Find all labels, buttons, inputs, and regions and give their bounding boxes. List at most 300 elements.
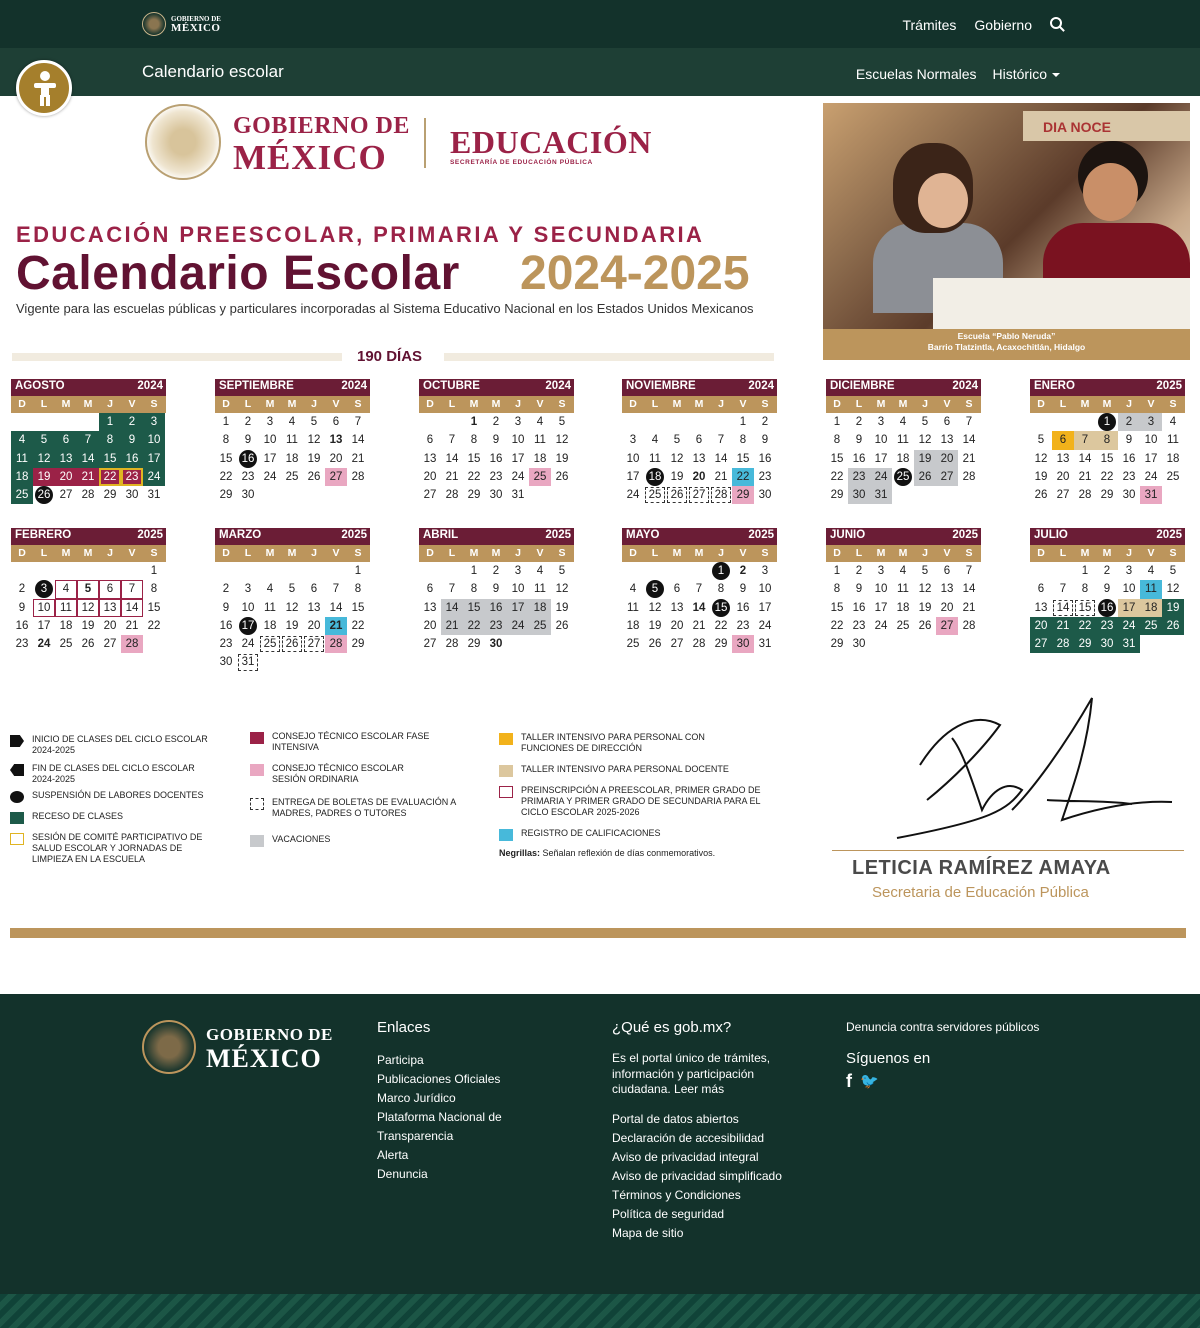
day-cell: 23	[15, 638, 29, 651]
weekday-label: D	[222, 547, 230, 559]
month-junio	[826, 528, 981, 653]
day-cell: 25	[529, 617, 551, 635]
day-cell: 25	[529, 468, 551, 486]
link-marco-juridico[interactable]: Marco Jurídico	[377, 1091, 456, 1105]
day-cell: 5	[644, 580, 666, 598]
month-year: 2025	[748, 529, 774, 541]
legend-registro: REGISTRO DE CALIFICACIONES	[499, 828, 739, 841]
day-cell: 12	[670, 452, 684, 465]
gob-mx-logo[interactable]	[142, 12, 221, 36]
day-cell: 16	[758, 452, 772, 465]
weekday-label: M	[1102, 547, 1112, 559]
day-cell: 29	[351, 638, 365, 651]
que-es-text[interactable]: Es el portal único de trámites, información y participación ciudadana. Leer más	[612, 1051, 771, 1096]
link-alerta[interactable]: Alerta	[377, 1148, 409, 1162]
day-cell: 20	[55, 468, 77, 486]
nav-gobierno[interactable]: Gobierno	[974, 17, 1032, 33]
day-cell: 25	[59, 638, 73, 651]
day-cell: 3	[1140, 413, 1162, 431]
day-cell: 21	[445, 470, 459, 483]
day-cell: 4	[11, 431, 33, 449]
month-header	[215, 379, 370, 396]
link-denuncia-servidores[interactable]: Denuncia contra servidores públicos	[846, 1020, 1040, 1034]
link-privacidad-simplificado[interactable]: Aviso de privacidad simplificado	[612, 1168, 782, 1183]
logo-divider	[424, 118, 426, 168]
day-cell: 9	[1103, 583, 1111, 596]
month-agosto	[11, 379, 166, 504]
day-cell: 28	[692, 638, 706, 651]
day-cell: 6	[426, 583, 434, 596]
day-cell: 15	[1100, 452, 1114, 465]
month-header	[826, 528, 981, 545]
educacion-logo	[450, 124, 652, 166]
day-cell: 18	[11, 468, 33, 486]
day-cell: 5	[558, 416, 566, 428]
day-cell: 7	[1074, 431, 1096, 449]
month-name: MARZO	[219, 529, 262, 541]
day-cell: 12	[1166, 583, 1180, 596]
day-cell: 2	[1103, 565, 1111, 577]
weekday-label: S	[150, 547, 158, 559]
month-mayo	[622, 528, 777, 653]
weekday-label: D	[1037, 398, 1045, 410]
day-cell: 4	[536, 565, 544, 577]
handwritten-signature	[832, 690, 1184, 850]
weekday-label: V	[1147, 398, 1155, 410]
day-cell: 24	[241, 638, 255, 651]
day-cell: 27	[59, 489, 73, 502]
day-cell: 16	[219, 619, 233, 632]
day-cell: 2	[222, 583, 230, 596]
day-cell: 13	[423, 452, 437, 465]
weekday-header	[622, 396, 777, 413]
day-cell: 27	[103, 638, 117, 651]
weekday-label: J	[718, 547, 724, 559]
day-cell: 19	[670, 470, 684, 483]
day-cell: 8	[1096, 431, 1118, 449]
link-privacidad-integral[interactable]: Aviso de privacidad integral	[612, 1149, 759, 1164]
month-year: 2025	[1156, 529, 1182, 541]
page-title[interactable]: Calendario escolar	[142, 62, 284, 81]
weekday-label: L	[1059, 398, 1067, 410]
weekday-label: J	[107, 398, 113, 410]
day-cell: 17	[37, 619, 51, 632]
day-cell: 30	[848, 486, 870, 504]
link-participa[interactable]: Participa	[377, 1053, 424, 1067]
weekday-label: L	[448, 547, 456, 559]
day-cell: 1	[1096, 413, 1118, 431]
day-cell: 19	[555, 601, 569, 614]
logo-line2: MÉXICO	[171, 22, 221, 34]
day-cell: 12	[648, 601, 662, 614]
day-cell: 16	[489, 452, 503, 465]
month-noviembre	[622, 379, 777, 504]
day-cell: 14	[714, 452, 728, 465]
month-header	[1030, 379, 1185, 396]
day-cell: 17	[507, 599, 529, 617]
twitter-icon[interactable]: 🐦	[860, 1073, 879, 1090]
day-cell: 22	[467, 470, 481, 483]
day-cell: 5	[921, 416, 929, 428]
accessibility-button[interactable]	[16, 60, 72, 116]
day-cell: 20	[692, 470, 706, 483]
day-cell: 28	[962, 470, 976, 483]
month-abril	[419, 528, 574, 653]
top-navbar	[0, 0, 1200, 48]
month-header	[11, 379, 166, 396]
day-cell: 1	[222, 416, 230, 428]
day-cell: 1	[470, 565, 478, 577]
day-cell: 27	[423, 489, 437, 502]
day-cell: 10	[758, 583, 772, 596]
day-cell: 18	[285, 452, 299, 465]
footer-logo-line2: MÉXICO	[206, 1044, 322, 1073]
link-terminos[interactable]: Términos y Condiciones	[612, 1187, 741, 1202]
month-header	[419, 379, 574, 396]
day-cell: 10	[1122, 583, 1136, 596]
day-cell: 15	[351, 601, 365, 614]
weekday-label: M	[672, 398, 682, 410]
weekday-label: M	[694, 398, 704, 410]
weekday-label: J	[718, 398, 724, 410]
day-cell: 10	[874, 583, 888, 596]
weekday-label: M	[61, 398, 71, 410]
day-cell: 29	[467, 489, 481, 502]
day-cell: 31	[758, 638, 772, 651]
accessibility-icon	[40, 71, 50, 81]
weekday-label: J	[107, 547, 113, 559]
day-cell: 18	[626, 619, 640, 632]
day-cell: 30	[758, 489, 772, 502]
day-cell: 26	[33, 486, 55, 504]
month-name: ABRIL	[423, 529, 459, 541]
day-cell: 10	[1144, 434, 1158, 447]
month-year: 2024	[341, 380, 367, 392]
weekday-label: D	[1037, 547, 1045, 559]
day-cell: 5	[77, 580, 99, 598]
day-cell: 22	[714, 619, 728, 632]
day-cell: 17	[1144, 452, 1158, 465]
link-publicaciones[interactable]: Publicaciones Oficiales	[377, 1072, 501, 1086]
day-cell: 27	[423, 638, 437, 651]
day-cell: 19	[1034, 470, 1048, 483]
weekday-label: S	[150, 398, 158, 410]
day-cell: 1	[354, 565, 362, 577]
day-cell: 29	[830, 489, 844, 502]
day-cell: 14	[962, 434, 976, 447]
day-cell: 26	[648, 638, 662, 651]
day-cell: 8	[99, 431, 121, 449]
weekday-label: S	[558, 398, 566, 410]
day-cell: 6	[943, 565, 951, 577]
day-cell: 6	[943, 416, 951, 428]
day-cell: 31	[1140, 486, 1162, 504]
day-cell: 28	[351, 470, 365, 483]
weekday-label: M	[265, 547, 275, 559]
day-cell: 30	[1122, 489, 1136, 502]
day-cell: 10	[511, 434, 525, 447]
weekday-label: V	[536, 547, 544, 559]
day-cell: 29	[830, 638, 844, 651]
day-cell: 2	[18, 583, 26, 596]
day-cell: 7	[695, 583, 703, 596]
legend-negrillas: Negrillas: Señalan reflexión de días conmemorativos.	[499, 848, 716, 858]
weekday-label: V	[1147, 547, 1155, 559]
weekday-header	[826, 396, 981, 413]
link-accesibilidad[interactable]: Declaración de accesibilidad	[612, 1130, 765, 1145]
day-cell: 22	[351, 619, 365, 632]
gob-logo-line2: MÉXICO	[233, 138, 387, 177]
day-cell: 3	[761, 565, 769, 577]
day-cell: 9	[1125, 434, 1133, 447]
weekday-label: S	[965, 547, 973, 559]
day-cell: 21	[77, 468, 99, 486]
day-cell: 15	[467, 452, 481, 465]
day-cell: 22	[830, 470, 844, 483]
day-cell: 11	[1140, 580, 1162, 598]
signer-role: Secretaria de Educación Pública	[872, 884, 1089, 901]
weekday-label: S	[558, 547, 566, 559]
weekday-label: L	[651, 398, 659, 410]
day-cell: 21	[692, 619, 706, 632]
day-cell: 7	[77, 431, 99, 449]
calendar-title: Calendario Escolar	[16, 247, 460, 300]
signer-name: LETICIA RAMÍREZ AMAYA	[852, 857, 1111, 879]
month-febrero	[11, 528, 166, 653]
national-seal-icon	[142, 1020, 196, 1074]
month-header	[1030, 528, 1185, 545]
day-cell: 28	[325, 635, 347, 653]
day-cell: 7	[1059, 583, 1067, 596]
day-cell: 25	[1166, 470, 1180, 483]
day-cell: 10	[241, 601, 255, 614]
link-mapa-sitio[interactable]: Mapa de sitio	[612, 1225, 684, 1240]
day-cell: 15	[463, 599, 485, 617]
link-denuncia[interactable]: Denuncia	[377, 1167, 428, 1181]
weekday-label: M	[1102, 398, 1112, 410]
day-cell: 28	[1052, 635, 1074, 653]
footer	[0, 994, 1200, 1328]
day-cell: 19	[285, 619, 299, 632]
school-photo	[823, 103, 1190, 360]
day-cell: 12	[285, 601, 299, 614]
day-cell: 24	[263, 470, 277, 483]
day-cell: 23	[121, 468, 143, 486]
day-cell: 14	[329, 601, 343, 614]
nav-tramites[interactable]: Trámites	[902, 17, 957, 33]
day-cell: 28	[710, 486, 732, 504]
weekday-label: M	[876, 547, 886, 559]
day-cell: 23	[1122, 470, 1136, 483]
weekday-label: L	[40, 547, 48, 559]
nav-historico-label: Histórico	[992, 66, 1047, 82]
nav-escuelas-normales[interactable]: Escuelas Normales	[855, 66, 977, 82]
day-cell: 25	[285, 470, 299, 483]
day-cell: 31	[511, 489, 525, 502]
day-cell: 1	[99, 413, 121, 431]
day-cell: 4	[1169, 416, 1177, 428]
day-cell: 17	[1118, 599, 1140, 617]
day-cell: 6	[310, 583, 318, 596]
day-cell: 20	[1056, 470, 1070, 483]
day-cell: 3	[266, 416, 274, 428]
footer-pattern	[0, 1294, 1200, 1328]
legend-comite: SESIÓN DE COMITÉ PARTICIPATIVO DE SALUD ESCOLAR Y JORNADAS DE LIMPIEZA EN LA ESCUELA	[10, 832, 210, 865]
day-cell: 10	[626, 452, 640, 465]
start-arrow-icon	[10, 735, 24, 747]
day-cell: 11	[649, 452, 661, 465]
day-cell: 7	[965, 565, 973, 577]
weekday-label: L	[651, 547, 659, 559]
day-cell: 27	[1056, 489, 1070, 502]
day-cell: 16	[237, 450, 259, 468]
day-cell: 11	[11, 450, 33, 468]
day-cell: 15	[736, 452, 750, 465]
day-cell: 16	[121, 450, 143, 468]
day-cell: 19	[33, 468, 55, 486]
link-datos-abiertos[interactable]: Portal de datos abiertos	[612, 1111, 739, 1126]
day-cell: 11	[1167, 434, 1179, 447]
legend-receso: RECESO DE CLASES	[10, 811, 210, 824]
day-cell: 10	[263, 434, 277, 447]
weekday-label: J	[515, 398, 521, 410]
weekday-label: L	[1059, 547, 1067, 559]
day-cell: 2	[121, 413, 143, 431]
day-cell: 26	[1162, 617, 1184, 635]
day-cell: 15	[830, 601, 844, 614]
day-cell: 8	[739, 434, 747, 447]
footer-que-es	[612, 1018, 802, 1243]
weekday-label: D	[222, 398, 230, 410]
day-cell: 14	[1078, 452, 1092, 465]
day-cell: 29	[1100, 489, 1114, 502]
day-cell: 30	[1096, 635, 1118, 653]
day-cell: 13	[99, 599, 121, 617]
day-cell: 24	[870, 468, 892, 486]
day-cell: 27	[670, 638, 684, 651]
weekday-label: V	[739, 398, 747, 410]
day-cell: 29	[103, 489, 117, 502]
day-cell: 24	[507, 617, 529, 635]
legend-suspension: SUSPENSIÓN DE LABORES DOCENTES	[10, 790, 240, 803]
day-cell: 16	[15, 619, 29, 632]
day-cell: 30	[732, 635, 754, 653]
day-cell: 8	[833, 434, 841, 447]
day-cell: 13	[423, 601, 437, 614]
facebook-icon[interactable]: f	[846, 1071, 852, 1091]
month-diciembre	[826, 379, 981, 504]
footer-logo[interactable]	[142, 1020, 333, 1074]
weekday-label: M	[876, 398, 886, 410]
day-cell: 21	[1078, 470, 1092, 483]
day-cell: 10	[511, 583, 525, 596]
day-cell: 20	[329, 452, 343, 465]
weekday-label: V	[332, 547, 340, 559]
day-cell: 15	[219, 452, 233, 465]
day-cell: 11	[534, 583, 546, 596]
day-cell: 5	[1037, 434, 1045, 447]
month-header	[826, 379, 981, 396]
weekday-header	[622, 545, 777, 562]
day-cell: 2	[492, 416, 500, 428]
weekday-label: M	[61, 547, 71, 559]
day-cell: 30	[125, 489, 139, 502]
month-header	[622, 528, 777, 545]
legend-taller-docente: TALLER INTENSIVO PARA PERSONAL DOCENTE	[499, 764, 769, 777]
day-cell: 2	[855, 416, 863, 428]
weekday-header	[1030, 396, 1185, 413]
day-cell: 11	[55, 599, 77, 617]
weekday-label: V	[536, 398, 544, 410]
day-cell: 14	[692, 601, 706, 614]
day-cell: 10	[874, 434, 888, 447]
day-cell: 22	[463, 617, 485, 635]
nav-historico-dropdown[interactable]	[993, 66, 1060, 82]
gob-logo-line1: GOBIERNO DE	[233, 113, 410, 139]
month-marzo	[215, 528, 370, 672]
day-cell: 27	[325, 468, 347, 486]
day-cell: 8	[354, 583, 362, 596]
day-cell: 20	[936, 450, 958, 468]
day-cell: 23	[736, 619, 750, 632]
month-name: DICIEMBRE	[830, 380, 895, 392]
day-cell: 15	[1074, 599, 1096, 617]
siguenos-heading: Síguenos en	[846, 1050, 931, 1067]
day-cell: 23	[1096, 617, 1118, 635]
day-cell: 24	[1144, 470, 1158, 483]
day-cell: 26	[81, 638, 95, 651]
photo-caption-place: Barrio Tlatzintla, Acaxochitlán, Hidalgo	[927, 342, 1086, 352]
weekday-label: M	[491, 547, 501, 559]
day-cell: 21	[1052, 617, 1074, 635]
day-cell: 8	[470, 583, 478, 596]
day-cell: 4	[55, 580, 77, 598]
day-cell: 5	[1169, 565, 1177, 577]
day-cell: 12	[33, 450, 55, 468]
day-cell: 31	[1118, 635, 1140, 653]
day-cell: 4	[1147, 565, 1155, 577]
day-cell: 19	[914, 450, 936, 468]
weekday-label: D	[833, 398, 841, 410]
day-cell: 13	[940, 583, 954, 596]
signature-block	[832, 690, 1184, 910]
weekday-label: M	[1080, 547, 1090, 559]
day-cell: 13	[940, 434, 954, 447]
day-cell: 14	[445, 452, 459, 465]
legend-end: FIN DE CLASES DEL CICLO ESCOLAR 2024-2025	[10, 763, 210, 785]
day-cell: 11	[534, 434, 546, 447]
day-cell: 27	[688, 486, 710, 504]
day-cell: 15	[710, 599, 732, 617]
day-cell: 18	[59, 619, 73, 632]
day-cell: 27	[1030, 635, 1052, 653]
link-seguridad[interactable]: Política de seguridad	[612, 1206, 725, 1221]
day-cell: 8	[470, 434, 478, 447]
weekday-label: D	[629, 547, 637, 559]
search-icon[interactable]	[1050, 17, 1062, 29]
link-transparencia[interactable]: Plataforma Nacional de Transparencia	[377, 1110, 502, 1143]
que-es-heading: ¿Qué es gob.mx?	[612, 1019, 732, 1036]
day-cell: 1	[833, 416, 841, 428]
day-cell: 4	[266, 583, 274, 596]
legend-cte-intensiva: CONSEJO TÉCNICO ESCOLAR FASE INTENSIVA	[250, 731, 440, 753]
day-cell: 14	[441, 599, 463, 617]
day-cell: 13	[329, 434, 343, 447]
day-cell: 18	[529, 599, 551, 617]
day-cell: 4	[536, 416, 544, 428]
month-name: OCTUBRE	[423, 380, 480, 392]
day-cell: 7	[448, 583, 456, 596]
